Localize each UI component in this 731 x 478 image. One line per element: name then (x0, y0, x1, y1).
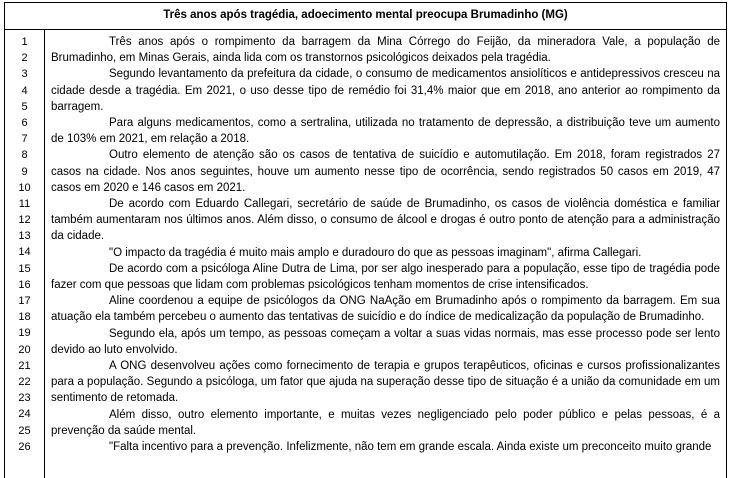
paragraph: "O impacto da tragédia é muito mais amplo e duradouro do que as pessoas imaginam", afirma Callegari. (109, 246, 642, 259)
line-number: 10 (18, 181, 31, 194)
line-number: 7 (21, 133, 28, 146)
document-title: Três anos após tragédia, adoecimento mental preocupa Brumadinho (MG) (5, 3, 726, 30)
paragraph: "Falta incentivo para a prevenção. Infelizmente, não tem em grande escala. Ainda existe um preconceito muito grande (109, 441, 712, 454)
line-number: 16 (18, 278, 31, 291)
paragraph: Segundo levantamento da prefeitura da cidade, o consumo de medicamentos ansiolíticos e antidepressivos cresceu na cidade desde a tragédia. Em 2021, o uso desse tipo de remédio foi 31,4% maior que em 2018, ano anterior ao rompimento da barragem. (51, 68, 720, 113)
line-number: 23 (18, 392, 31, 405)
paragraph: Além disso, outro elemento importante, e muitas vezes negligenciado pelo poder público e pelas pessoas, é a prevenção da saúde mental. (51, 408, 720, 437)
line-number: 20 (18, 343, 31, 356)
paragraph: Para alguns medicamentos, como a sertralina, utilizada no tratamento de depressão, a distribuição teve um aumento de 103% em 2021, em relação a 2018. (51, 117, 720, 146)
line-number: 8 (21, 149, 28, 162)
line-number: 19 (18, 327, 31, 340)
document-body (5, 30, 726, 478)
line-number: 25 (18, 424, 31, 437)
paragraph: Segundo ela, após um tempo, as pessoas começam a voltar a suas vidas normais, mas esse processo pode ser lento devido ao luto envolvido. (51, 327, 720, 356)
line-number: 17 (18, 295, 31, 307)
line-number: 9 (21, 165, 28, 178)
line-number: 15 (18, 262, 31, 275)
paragraph: Aline coordenou a equipe de psicólogos da ONG NaAção em Brumadinho após o rompimento da barragem. Em sua atuação ela também percebeu o aumento das tentativas de suicídio e do índice de medicalização da população de Brumadinho. (51, 295, 720, 324)
line-number: 18 (18, 311, 31, 324)
line-number: 3 (21, 68, 28, 81)
line-number: 6 (21, 116, 28, 129)
line-number: 5 (21, 100, 28, 113)
line-number: 1 (21, 36, 28, 48)
line-number: 4 (21, 84, 28, 97)
line-number: 11 (18, 197, 31, 210)
line-number: 21 (18, 359, 31, 372)
line-number-gutter (5, 30, 45, 478)
line-number: 24 (18, 408, 31, 421)
paragraph: Outro elemento de atenção são os casos de tentativa de suicídio e automutilação. Em 2018, foram registrados 27 casos na cidade. Nos anos seguintes, houve um aumento nesse tipo de ocorrência, sendo registrados 50 casos em 2019, 47 casos em 2020 e 146 casos em 2021. (51, 149, 720, 194)
paragraph: De acordo com a psicóloga Aline Dutra de Lima, por ser algo inesperado para a população, esse tipo de tragédia pode fazer com que pessoas que lidam com problemas psicológicos tenham momentos de crise intensificados. (51, 262, 720, 292)
paragraph: A ONG desenvolveu ações como fornecimento de terapia e grupos terapêuticos, oficinas e cursos profissionalizantes para a população. Segundo a psicóloga, um fator que ajuda na superação desse tipo de situação é a união da comunidade em um sentimento de retomada. (51, 360, 720, 405)
line-number: 12 (18, 214, 31, 227)
line-number: 22 (18, 375, 31, 388)
line-number: 14 (18, 246, 31, 259)
document-frame (4, 2, 727, 478)
line-number: 2 (21, 52, 28, 65)
paragraph: Três anos após o rompimento da barragem da Mina Córrego do Feijão, da mineradora Vale, a população de Brumadinho, em Minas Gerais, ainda lida com os transtornos psicológicos deixados pela tragédia. (51, 36, 720, 65)
paragraph: De acordo com Eduardo Callegari, secretário de saúde de Brumadinho, os casos de violência doméstica e familiar também aumentaram nos últimos anos. Além disso, o consumo de álcool e drogas é outro ponto de atenção para a administração da cidade. (51, 198, 720, 243)
document-text-column (45, 30, 726, 478)
line-number: 13 (18, 230, 31, 243)
line-number: 26 (18, 440, 31, 453)
